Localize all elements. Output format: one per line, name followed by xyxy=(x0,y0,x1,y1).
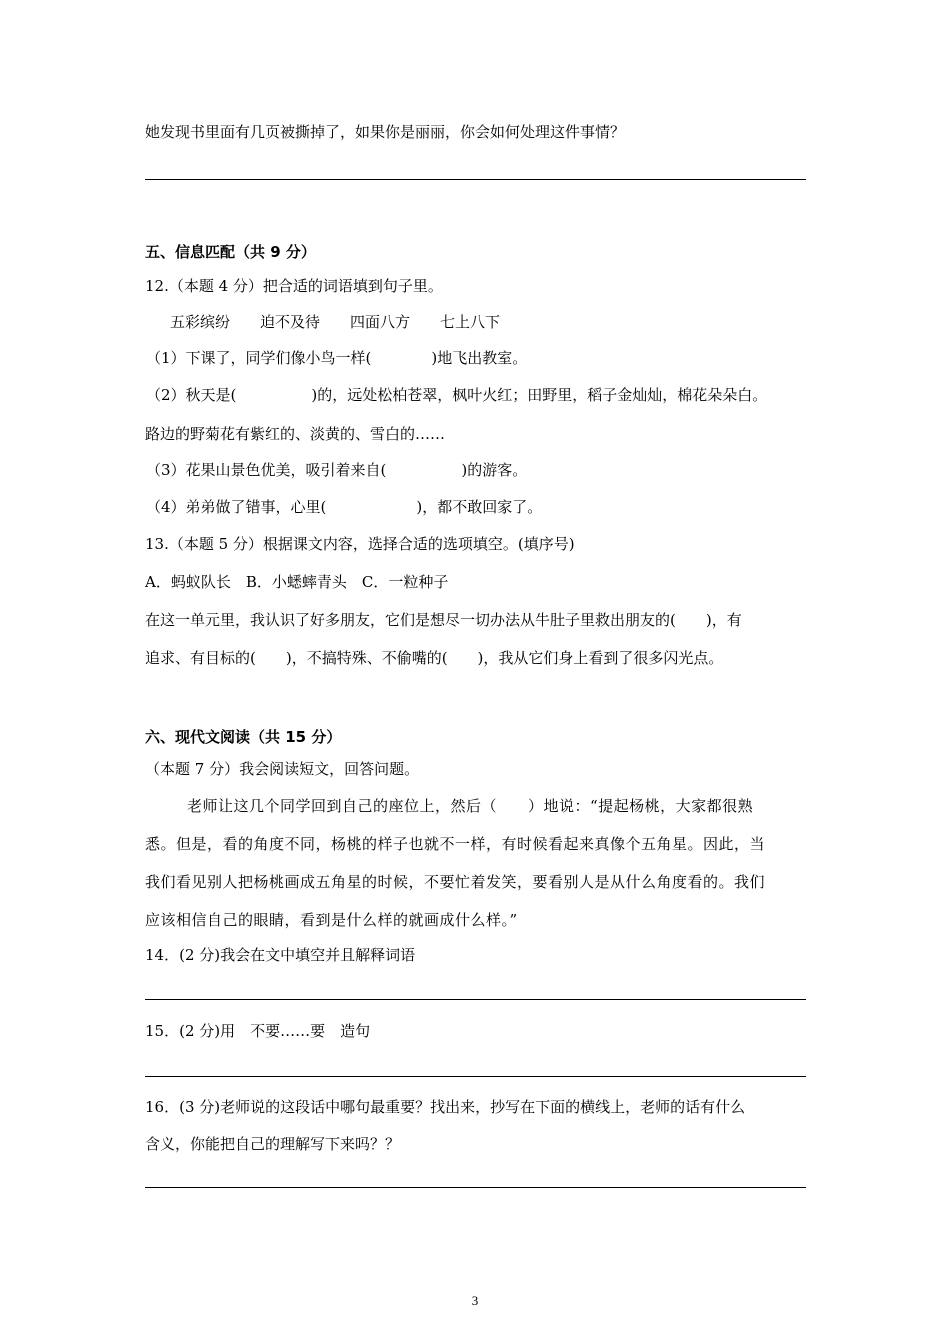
q16-prompt-line-2: 含义，你能把自己的理解写下来吗？？ xyxy=(145,1135,401,1153)
q12-item-4: （4）弟弟做了错事，心里( )，都不敢回家了。 xyxy=(146,498,543,516)
passage-line-1: 老师让这几个同学回到自己的座位上，然后（ ）地说：“提起杨桃，大家都很熟 xyxy=(187,797,754,815)
q12-word-bank: 五彩缤纷 迫不及待 四面八方 七上八下 xyxy=(170,313,501,331)
q12-item-2-continued: 路边的野菊花有紫红的、淡黄的、雪白的…… xyxy=(145,425,446,443)
q15-prompt: 15．(2 分)用 不要……要 造句 xyxy=(145,1022,371,1040)
q14-prompt: 14．(2 分)我会在文中填空并且解释词语 xyxy=(145,946,416,964)
reading-intro: （本题 7 分）我会阅读短文，回答问题。 xyxy=(145,760,420,778)
q12-item-1: （1）下课了，同学们像小鸟一样( )地飞出教室。 xyxy=(146,349,528,367)
section-6-title: 六、现代文阅读（共 15 分） xyxy=(145,728,342,746)
q13-options: A．蚂蚁队长 B．小蟋蟀青头 C．一粒种子 xyxy=(145,573,449,591)
answer-line xyxy=(145,1187,806,1188)
page-number: 3 xyxy=(471,1293,479,1308)
q12-item-2: （2）秋天是( )的，远处松柏苍翠，枫叶火红；田野里，稻子金灿灿，棉花朵朵白。 xyxy=(146,386,768,404)
passage-line-2: 悉。但是，看的角度不同，杨桃的样子也就不一样，有时候看起来真像个五角星。因此，当 xyxy=(145,835,766,853)
q13-line-2: 追求、有目标的( )，不搞特殊、不偷嘴的( )，我从它们身上看到了很多闪光点。 xyxy=(145,649,724,667)
section-5-title: 五、信息匹配（共 9 分） xyxy=(145,243,316,261)
q13-line-1: 在这一单元里，我认识了好多朋友，它们是想尽一切办法从牛肚子里救出朋友的( )，有 xyxy=(145,611,742,629)
q12-item-3: （3）花果山景色优美，吸引着来自( )的游客。 xyxy=(146,461,528,479)
q16-prompt-line-1: 16．(3 分)老师说的这段话中哪句最重要？找出来，抄写在下面的横线上，老师的话有什么 xyxy=(145,1098,746,1116)
q13-prompt: 13.（本题 5 分）根据课文内容，选择合适的选项填空。(填序号) xyxy=(145,535,575,553)
q12-prompt: 12.（本题 4 分）把合适的词语填到句子里。 xyxy=(145,277,443,295)
answer-line xyxy=(145,179,806,180)
answer-line xyxy=(145,999,806,1000)
passage-line-3: 我们看见别人把杨桃画成五角星的时候，不要忙着发笑，要看别人是从什么角度看的。我们 xyxy=(145,873,766,891)
passage-line-4: 应该相信自己的眼睛，看到是什么样的就画成什么样。” xyxy=(145,911,518,929)
intro-question: 她发现书里面有几页被撕掉了，如果你是丽丽，你会如何处理这件事情？ xyxy=(145,123,626,141)
answer-line xyxy=(145,1076,806,1077)
